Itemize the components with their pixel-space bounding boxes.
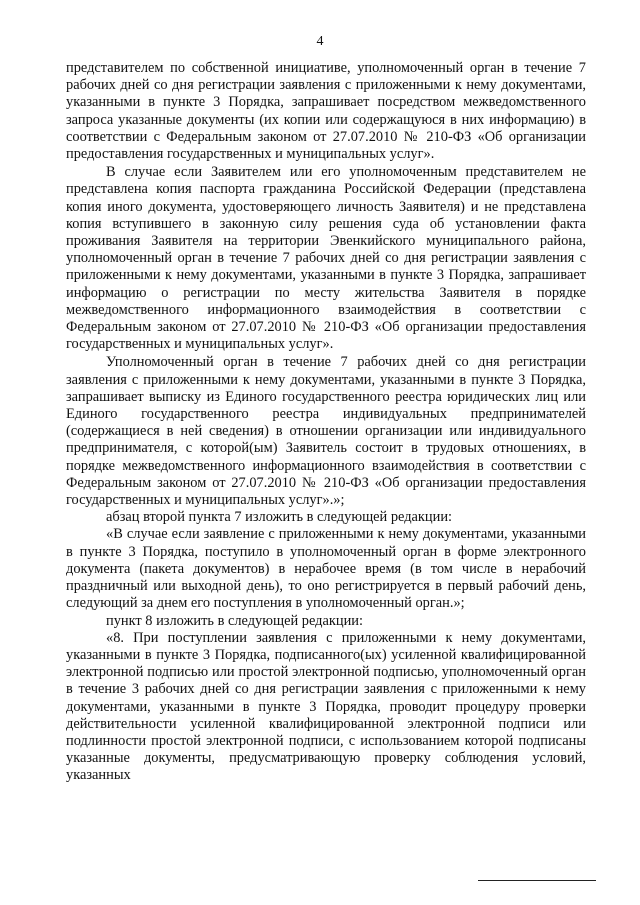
paragraph-clause-7-text: «В случае если заявление с приложенными к нему документами, указанными в пункте 3 Порядка, поступило в уполномоченный орган в форме электронного документа (пакета документов) в нерабочее время (в том числе в нерабочий праздничный или выходной день), то оно регистрируется в первый рабочий день, следующий за днем его поступления в уполномоченный орган.»;: [66, 526, 586, 612]
page-number: 4: [316, 34, 324, 49]
document-body: [66, 60, 586, 785]
footer-divider: [478, 880, 596, 881]
paragraph-clause-8-text: «8. При поступлении заявления с приложенными к нему документами, указанными в пункте 3 Порядка, подписанного(ых) усиленной квалифицированной электронной подписью или простой электронной подписью, уполномоченный орган в течение 3 рабочих дней со дня регистрации заявления с приложенными к нему документами, указанными в пункте 3 Порядка, проводит процедуру проверки действительности усиленной квалифицированной электронной подписи или подлинности простой электронной подписи, с использованием которой подписаны указанные документы, предусматривающую проверку соблюдения условий, указанных: [66, 629, 586, 784]
paragraph-continuation: представителем по собственной инициативе, уполномоченный орган в течение 7 рабочих дней со дня регистрации заявления с приложенными к нему документами, указанными в пункте 3 Порядка, запрашивает посредством межведомственного запроса указанные документы (их копии или содержащуюся в них информацию) в соответствии с Федеральным законом от 27.07.2010 № 210-ФЗ «Об организации предоставления государственных и муниципальных услуг».: [66, 60, 586, 163]
paragraph-amend-clause-7: абзац второй пункта 7 изложить в следующей редакции:: [106, 509, 453, 526]
paragraph-registry-extract: Уполномоченный орган в течение 7 рабочих дней со дня регистрации заявления с приложенными к нему документами, указанными в пункте 3 Порядка, запрашивает выписку из Единого государственного реестра юридических лиц или Единого государственного реестра индивидуальных предпринимателей (содержащиеся в ней сведения) в отношении организации или индивидуального предпринимателя, с которой(ым) Заявитель состоит в трудовых отношениях, в порядке межведомственного информационного взаимодействия в соответствии с Федеральным законом от 27.07.2010 № 210-ФЗ «Об организации предоставления государственных и муниципальных услуг».»;: [66, 354, 586, 509]
paragraph-passport-copy: В случае если Заявителем или его уполномоченным представителем не представлена копия паспорта гражданина Российской Федерации (представлена копия иного документа, удостоверяющего личность Заявителя) и не представлена копия вступившего в законную силу решения суда об установлении факта проживания Заявителя на территории Эвенкийского муниципального района, уполномоченный орган в течение 7 рабочих дней со дня регистрации заявления с приложенными к нему документами, указанными в пункте 3 Порядка, запрашивает информацию о регистрации по месту жительства Заявителя в порядке межведомственного информационного взаимодействия в соответствии с Федеральным законом от 27.07.2010 № 210-ФЗ «Об организации предоставления государственных и муниципальных услуг».: [66, 164, 586, 353]
paragraph-amend-clause-8: пункт 8 изложить в следующей редакции:: [106, 612, 363, 629]
